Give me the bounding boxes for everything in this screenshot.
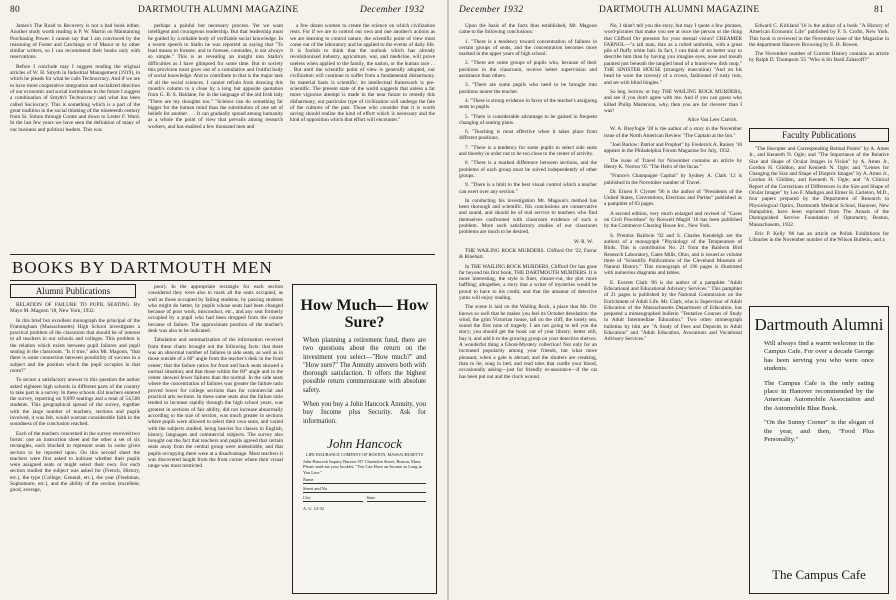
right-column-3 [749, 23, 889, 123]
running-title-left: DARTMOUTH ALUMNI MAGAZINE [138, 5, 299, 15]
paragraph: S. Prentiss Baldwin '92 and S. Charles Kendeigh are the authors of a monograph "Physiology of the Temperature of Birds. This is contribution No. 21 from the Baldwin Bird Research Laboratory, Gates Mills, Ohio, and is issued as volume three of "Scientific Publications of the Cleveland Museum of Natural History." This monograph of 196 pages is illustrated with numerous diagrams and tables. [604, 232, 742, 277]
paragraph: "France's Champagne Capital" by Sydney A. Clark '12 is published in the November number of Travel. [604, 173, 742, 186]
paragraph: W. A. Breyfogle '28 is the author of a story in the November issue of the North American Review "The Captain at the Inn." [604, 126, 742, 139]
banner-rule-top [10, 254, 435, 255]
left-page [0, 0, 447, 600]
faculty-publications-tag [749, 128, 889, 142]
paragraph: Dr. Ernest F. Clymer '96 is the author of "Presidents of the United States, Conventions, Elections and Parties" published as a pamphlet of 63 pages. [604, 188, 742, 208]
right-column-2 [604, 23, 742, 594]
john-hancock-logo: John Hancock [327, 435, 402, 451]
cafe-headline: Dartmouth Alumni [754, 315, 884, 334]
ad-name-field[interactable]: Name [303, 477, 426, 484]
page-number-right: 81 [874, 5, 885, 15]
paragraph: 1. "There is a tendency toward concentration of failures in certain groups of seats, and the concentration becomes more marked in the upper years of high school. [459, 38, 597, 58]
paragraph: To secure a satisfactory answer to this question the author asked eighteen high schools in different parts of the country to take part in a survey. In these schools 434 teachers entered the survey, reporting on 9,099 seatings and a total of 54,500 students. This geographical spread of the survey, together with the large number of teachers, sections and pupils involved, it was felt, would warrant considerable faith in the soundness of the conclusion reached. [10, 377, 140, 428]
campus-cafe-ad [749, 306, 889, 594]
paragraph: Before I conclude may I suggest reading the original articles of W. H. Smyth in Industrial Management (1919), in which he pleads for what he calls Technocracy. And if we are to have more cooperative integration and socialized direction of our economic and social institutions in the future I suggest a combination of Smyth's Technocracy and what has been called Sociocracy. This is something which is a part of the great tradition in the social thinking of the nineteenth century from St. Simon through Comte and down to Lester F. Ward. In the last few years we have seen the definition of many of our business and political leaders. This was [10, 63, 140, 133]
cafe-body-3: "On the Sunny Corner" is the slogan of the year, and then, "Food Plus Personality." [764, 419, 874, 444]
paragraph: Each of the teachers concerned in the survey received two forms: one an instruction sheet and the other a set of six rectangles, each blocked to represent seats in some given section to be reported upon. On this second sheet the teachers were first asked to indicate whether their pupils were assigned seats or might select their own. For each section studied the subject was asked for (French, History, etc.), the type (College, General, etc.), the year (Freshman, Sophomore, etc.), and the ability of the section (excellent, good, average, [10, 430, 140, 494]
paragraph: Eric P. Kelly '06 has an article on Polish Exhibitions for Libraries in the November number of the Wilson Bulletin, and a [749, 230, 889, 244]
left-column-1 [10, 23, 140, 247]
left-column-2 [148, 23, 283, 247]
right-column-3b [749, 146, 889, 300]
ad-state-field[interactable]: State [367, 495, 427, 502]
ad-code: A. G. 12-32 [303, 506, 324, 512]
paragraph: 4. "There is strong evidence in favor of the teacher's assigning seats to pupils. [459, 97, 597, 111]
paragraph: A second edition, very much enlarged and revised of "Cases on Civil Procedure" by Roswell Magill '16 has been published by the Commerce Clearing House Inc., New York. [604, 210, 742, 230]
running-title-right: DARTMOUTH ALUMNI MAGAZINE [599, 5, 760, 15]
paragraph: 2. "There are some groups of pupils who, because of their positions in the classroom, receive better supervision and assistance than others. [459, 60, 597, 80]
paragraph: Tabulation and summarization of the information received from these charts brought out the following facts: that there was an abnormal number of failures in side seats, as well as in those outside of a 60° angle from the teacher's desk in the front center; that the failure ratios for front and back seats showed a normal situation; and that those within the 60° angle and in the center showed fewer failures than the normal. In the side seats where the concentration of failures was greater the failure ratio proved lower for college sections than for commercial and practical arts sections. In these same seats also the failure ratio tended to increase rapidly through the high school years, was greatest in sections of fair ability, did not increase abnormally according to the size of section, was much greater in sections where pupils were allowed to select their own seats, and varied with the subjects studied, being heavier for classes in English, history, languages and commercial subjects. The survey also brought out the fact that teachers and pupils agreed that certain seats away from the central group were undesirable, and that pupils occupying them were at a disadvantage. Most teachers it was discovered taught from the front corner where their visual range was most restricted. [148, 337, 283, 470]
ad-headline: How Much— How Sure? [300, 297, 429, 331]
reviewer-signature: Alice Van Leer Carrick. [687, 117, 738, 124]
ad-company: LIFE INSURANCE COMPANY OF BOSTON, MASSACHUSETTS [305, 451, 424, 457]
ad-body-2: When you buy a John Hancock Annuity, you buy Income plus Security. Ask for information. [303, 401, 426, 425]
paragraph: In conducting his investigation Mr. Magoon's method has been thorough and scientific. His conclusions are conservative and sound, and should be of real service to teachers who find themselves confronted with classroom evidence of such a problem. More such satisfactory studies of our classroom problems are much to be desired. [459, 197, 597, 236]
paragraph: Edward C. Kirkland '16 is the author of a book "A History of American Economic Life" published by F. S. Crofts, New York. This book is reviewed in the November issue of the Magazine in the department Hanover Browsing by E. H. Bowen. [749, 23, 889, 48]
reviewer-signature: W. R. W. [573, 238, 593, 245]
paragraph: E. Everett Clark '06 is the author of a pamphlet "Adult Educational and Educational Advisory Services." This pamphlet of 21 pages is published by the National Commission on the Enrichment of Adult Life. Mr. Clark, who is Supervisor of Adult Education of the Massachusetts Department of Education, has prepared a mimeographed bulletin "Tentative Courses of Study in Adult Intermediate Education." Two other mimeograph bulletins by him are "A Study of Fees and Deposits in Adult Education" and "Adult Education, Avocations and Vocational Advisory Services." [604, 279, 742, 343]
paragraph: perhaps a painful but necessary process. Yet we want intelligent and courageous leadership. But that leadership must be guided by a reliable body of verifiable social knowledge. In a recent speech to Stalin he was reported as saying that "To lead means to foresee, and to foresee, comrades, is not always so simple." This is as revealing an insight into Stalin's difficulties as I have glimpsed for some time. But in society this provision must grow out of a cumulative and fruitful body of social knowledge. And to contribute to that is the major task of all the social sciences. I cannot refrain from drawing this month's column to a close by a long but apposite quotation from G. B. S. Haldane, for in the language of the old Irish lady "There are my thoughts too." "Science can do something far bigger for the human mind than the substitution of one set of beliefs for another . . . It can gradually spread among humanity as a whole the point of view that prevails among research workers, and has enabled a few thousand men and [148, 23, 283, 130]
ad-city-field[interactable]: City [303, 495, 363, 502]
paragraph: "The Horopter and Corresponding Retinal Points" by A. Ames Jr., and Kenneth N. Ogle; and "The Importance of the Relative Size and Shape of Ocular Images in Vision" by A. Ames Jr., Gordon H. Gliddon, and Kenneth N. Ogle; and "Lenses for Changing the Size and Shape of Dioptric Images" by A. Ames Jr., Gordon H. Gliddon, and Kenneth N. Ogle; and "A Clinical Report of the Corrections of Differences in the Size and Shape of Ocular Images" by Leo F. Madigan and Elmer H. Carleton, M.D., four papers prepared by the Department of Research in Physiological Optics, Dartmouth Medical School, Hanover, New Hampshire, have been reprinted from The Annals of the Distinguished Service Foundation of Optometry, Boston, Massachusetts, 1932. [749, 146, 889, 228]
books-banner: BOOKS BY DARTMOUTH MEN [12, 258, 273, 277]
cafe-body: Will always find a warm welcome in the Campus Cafe. For over a decade George has been serving you who were once students. [764, 340, 874, 373]
paragraph: So beg, borrow or buy THE WAILING ROCK MURDERS, and see if you don't agree with me. And if you can guess who killed Philip Masterson, why, then you are far cleverer than I was! [604, 88, 742, 114]
paragraph: RELATION OF FAILURE TO PUPIL SEATING. By Mayo M. Magoon '18, New York, 1932. [10, 302, 140, 315]
paragraph: 8. "There is a marked difference between sections, and the problems of each group must be solved independently of other groups. [459, 160, 597, 179]
cafe-footer: The Campus Cafe [772, 567, 866, 582]
paragraph: "Joel Barlow: Patriot and Prophet" by Frederick A. Rainey '10 appears in the Philadelphia Forum Magazine for July, 1932. [604, 142, 742, 155]
paragraph: 7. "There is a tendency for some pupils to select side seats and thereby in order not to be too close to the center of activity. [459, 144, 597, 158]
paragraph: The scene is laid on the Wailing Rock, a place that Mr. Orr knows so well that he makes you feel its October desolation: the wind, the grim Victorian house, tall on the cliff, the lonely sea, sound the first note of tragedy. I am not going to tell you the story; you should get the book out of your library; better still, buy it, and add it to the growing group on your detective shelves. A wonderful thing a Ghost-Mystery collection! Not only for an increased popularity among your friends, but what more pleasant, when a gale is abroad, and the shutters are creaking, than to lie, snug in bed, and read tales that curdle your blood, occasionally asking—just for friendly re-assurance—if the cat has been put out and the clock wound. [459, 304, 597, 380]
ad-inquiry: John Hancock Inquiry Bureau 197 Clarendon Street, Boston, Mass. Please send me your booklet, "You Can Have an Income as Long as You Live." [303, 458, 423, 475]
paragraph: The issue of Travel for November contains an article by Henry K. Norton '05 "The Heirs of the Incas." [604, 157, 742, 170]
paragraph: 5. "There is considerable advantage to be gained in frequent changing of seating plans. [459, 113, 597, 126]
page-number-left: 80 [10, 5, 21, 15]
left-column-4 [10, 302, 140, 594]
paragraph: The November number of Current History contains an article by Ralph D. Thompson '25 "Who is Sir Basil Zaharoff?" [749, 51, 889, 64]
issue-date-right: December 1932 [459, 5, 524, 15]
paragraph: In THE WAILING ROCK MURDERS, Clifford Orr has gone far beyond his first book, THE DARTMOUTH MURDERS. It is more interesting, the style is finer, clearer-cut, the plot more baffling; altogether, a story that a writer of mysteries would be proud to have to his credit, and that the amateur of detective yarns will enjoy reading. [459, 263, 597, 301]
ad-street-field[interactable]: Street and No. [303, 486, 426, 493]
paragraph: 3. "There are some pupils who need to be brought into positions nearer the teacher. [459, 82, 597, 95]
ad-body: When planning a retirement fund, there are two questions about the return on the investment you select—"How much?" and "How sure?" The Annuity answers both with thorough satisfaction. It offers the highest possible return commensurate with absolute safety. [303, 337, 426, 394]
paragraph: a few dozen women to create the science on which civilization rests. For if we are to control our own and one another's actions as we are learning to control nature, the scientific point of view must come out of the laboratory and be applied to the events of daily life. It is foolish to think that the outlook which has already revolutionized industry, agriculture, war, and medicine, will prove useless when applied to the family, the nation, or the human race . . . But until the scientific point of view is generally adopted, our civilization will continue to suffer from a fundamental disharmony. Its material basis is scientific, its intellectual framework is pre-scientific. The present state of the world suggests that unless a far more vigorous attempt is made in the near future to remedy this disharmony, our particular type of civilization will undergo the fate of the cultures of the past. Those who consider that it is worth saving should realize the kind of effort which is necessary and the kind of opposition which that effort will encounter." [290, 23, 435, 124]
alumni-publications-label: Alumni Publications [35, 286, 111, 296]
paragraph: 9. "There is a limit to the best visual control which a teacher can exert over any section." [459, 182, 597, 195]
faculty-publications-label: Faculty Publications [782, 130, 856, 140]
paragraph: No, I shan't tell you the story, but may I quote a few phrases, word-pictures that make you see at once the person or the thing that Clifford Orr presents for your mental vision? CREAMER FARNOL—"a tall man, thin as a rolled umbrella, with a great pile of fluffy white hair. In fact, I can think of no better way to describe him than by having you imagine eyes, nose and mouth painted just beneath the tangled head of a brand-new dish mop." THE SINISTER HOUSE (strangely masculine) "And on his head he wore the travesty of a crown, fashioned of rusty iron, and set with blind bingles." [604, 23, 742, 86]
john-hancock-ad [292, 284, 437, 594]
paragraph: Upon the basis of the facts thus established, Mr. Magoon came to the following conclusions: [459, 23, 597, 36]
paragraph: poor). In the appropriate rectangle for each section considered they were also to mark all the seats occupied, as well as those occupied by failing students, by passing students who might do better, by pupils whose seats had been changed because of poor work, misconduct, etc., and any seat formerly occupied by a pupil who had been dropped from the course because of failure. The approximate position of the teacher's desk was also to be indicated. [148, 284, 283, 335]
paragraph: James's The Road to Recovery is not a bad book either. Another study worth reading is P. W. Martin on Maintaining Purchasing Power. I cannot say that I am convinced by the reasoning of Foster and Catchings or of Manor or by other similar writers, so I can recommend their books only with reservations. [10, 23, 140, 61]
alumni-publications-tag [10, 284, 136, 298]
cafe-body-2: The Campus Cafe is the only eating place in Hanover recommended by the American Automobile Association and the Automobile Blue Book. [764, 379, 874, 412]
banner-rule-bottom [10, 280, 280, 281]
right-column-1 [459, 23, 597, 594]
right-page [449, 0, 896, 600]
left-column-5 [148, 284, 283, 594]
issue-date-left: December 1932 [360, 5, 425, 15]
left-column-3 [290, 23, 435, 247]
paragraph: In this brief but excellent monograph the principal of the Framingham (Massachusetts) High School investigates a practical problem of the classroom that should be of interest to all teachers in our schools and colleges. This problem is the relation which exists between pupil failures and pupil seating in the classroom. "Is it true," asks Mr. Magoon, "that there is some connection between possibility of success in a subject and the position which the pupil occupies in that room?" [10, 317, 140, 374]
paragraph: 6. "Teaching is most effective when it takes place from different positions. [459, 129, 597, 142]
paragraph: THE WAILING ROCK MURDERS. Clifford Orr '22, Farrar & Rinehart. [459, 247, 597, 261]
